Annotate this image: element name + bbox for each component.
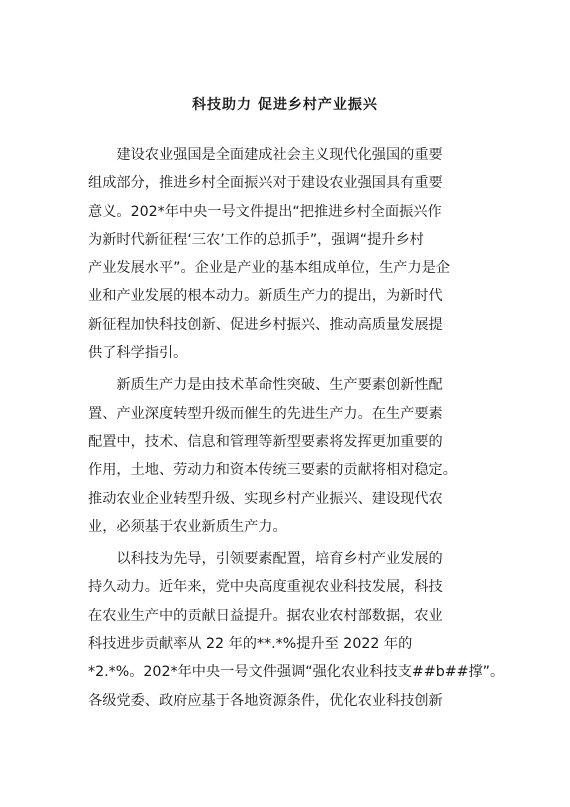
- text-line: 为新时代新征程‘三农’工作的总抓手”，强调“提升乡村: [88, 231, 424, 248]
- text-line: 产业发展水平”。企业是产业的基本组成单位，生产力是企: [88, 260, 451, 277]
- text-line: 组成部分，推进乡村全面振兴对于建设农业强国具有重要: [88, 175, 443, 192]
- text-line: 配置中，技术、信息和管理等新型要素将发挥更加重要的: [88, 433, 443, 450]
- text-line: 业和产业发展的根本动力。新质生产力的提出，为新时代: [88, 288, 443, 305]
- text-line: 作用，土地、劳动力和资本传统三要素的贡献将相对稳定。: [88, 462, 457, 479]
- text-line: 新征程加快科技创新、促进乡村振兴、推动高质量发展提: [88, 316, 443, 333]
- paragraph-3: [88, 545, 505, 715]
- paragraph-2: [88, 371, 488, 541]
- text-line: *2.*%。202*年中央一号文件强调“强化农业科技支##b##撑”。: [88, 664, 505, 681]
- text-line: 各级党委、政府应基于各地资源条件，优化农业科技创新: [88, 692, 443, 709]
- text-line: 建设农业强国是全面建成社会主义现代化强国的重要: [88, 147, 443, 163]
- text-line: 置、产业深度转型升级而催生的先进生产力。在生产要素: [88, 405, 443, 422]
- text-line: 业，必须基于农业新质生产力。: [88, 518, 287, 535]
- document-body: [88, 141, 505, 715]
- text-line: 新质生产力是由技术革命性突破、生产要素创新性配: [88, 377, 443, 394]
- text-line: 意义。202*年中央一号文件提出“把推进乡村全面振兴作: [88, 203, 442, 220]
- text-line: 以科技为先导，引领要素配置，培育乡村产业发展的: [88, 551, 443, 568]
- text-line: 在农业生产中的贡献日益提升。据农业农村部数据，农业: [88, 607, 443, 624]
- text-line: 供了科学指引。: [88, 345, 188, 362]
- paragraph-1: [88, 141, 488, 367]
- text-line: 持久动力。近年来，党中央高度重视农业科技发展，科技: [88, 579, 443, 596]
- document-title: 科技助力 促进乡村产业振兴: [192, 97, 378, 113]
- text-line: 科技进步贡献率从 22 年的**.*%提升至 2022 年的: [88, 636, 413, 653]
- text-line: 推动农业企业转型升级、实现乡村产业振兴、建设现代农: [88, 490, 443, 507]
